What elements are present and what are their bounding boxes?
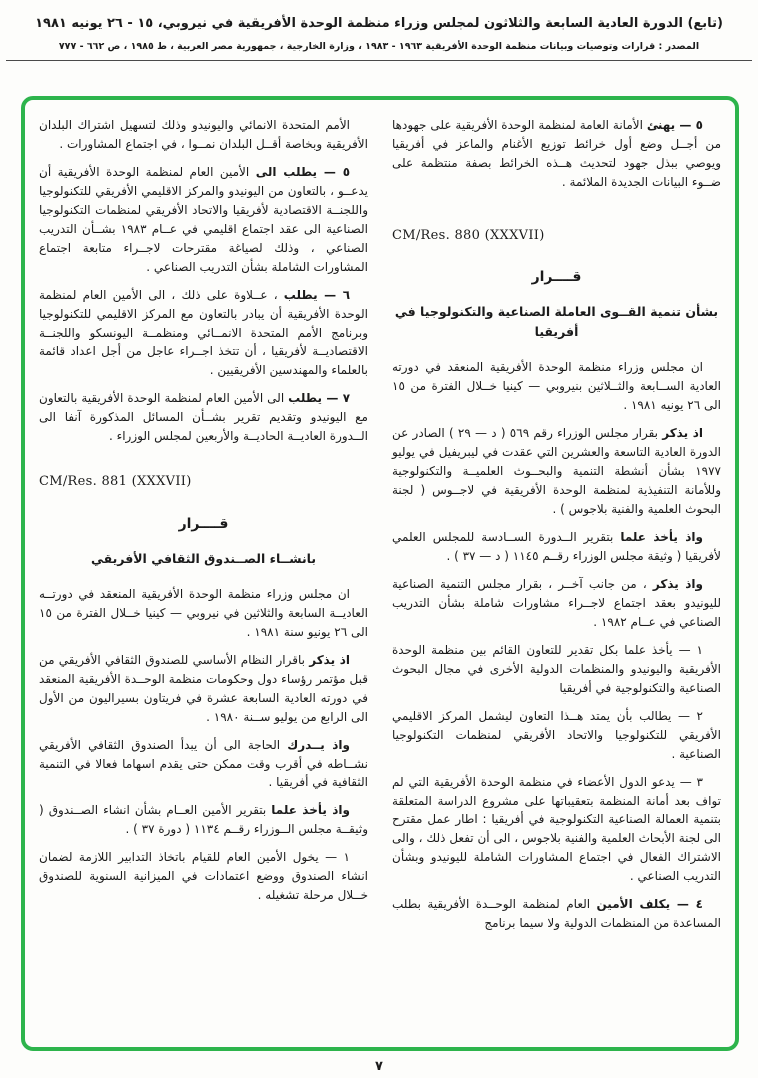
paragraph-lead: ٥ — يهنئ — [646, 118, 703, 132]
resolution-reference: CM/Res. 880 (XXXVII) — [392, 227, 545, 243]
paragraph — [39, 116, 368, 154]
resolution-reference: CM/Res. 881 (XXXVII) — [39, 474, 192, 490]
paragraph-lead: اذ يذكر — [662, 426, 703, 441]
paragraph-text: الأمين العام لمنظمة الوحدة الأفريقية أن يدعــو ، بالتعاون من اليونيدو والمركز الاقليمي الأفريقي للتكنولوجيا واللجنــة الاقتصادية لأفريقيا والاتحاد الأفريقي لمنظمات التكنولوجيا الصناعية الى عقد اجتماع اقليمي في عــام ١٩٨٣ بشــأن التدريب الصناعي ، وذلك لصياغة مقترحات لاجــراء متابعة اجتماع المشاورات الشاملة بشأن التدريب الصناعي . — [39, 164, 368, 274]
paragraph — [39, 389, 368, 446]
paragraph-text: العام لمنظمة الوحــدة الأفريقية بطلب المساعدة من المنظمات الدولية ولا سيما برنامج — [392, 897, 721, 931]
paragraph — [392, 895, 721, 933]
resolution-subtitle: بشأن تنمية القــوى العاملة الصناعية والتكنولوجيا في أفريقيا — [394, 304, 719, 340]
paragraph-text: الأمانة العامة لمنظمة الوحدة الأفريقية على جهودها من أجــل وضع أول خرائط توزيع الأغنام والماعز في أفريقيا ويوصي ببذل جهود لتحديث هــذه الخرائط بصفة منتظمة على ضــوء البيانات الجديدة الملائمة . — [392, 118, 721, 189]
paragraph-lead: اذ يذكر — [309, 652, 350, 667]
paragraph-text: الى الأمين العام لمنظمة الوحدة الأفريقية بالتعاون مع اليونيدو وتقديم تقرير بشــأن المسائل المذكورة آنفا الى الــدورة العاديــة الحاديــة والأربعين لمجلس الوزراء . — [39, 391, 368, 444]
resolution-subtitle: بانشــاء الصــندوق الثقافي الأفريقي — [90, 550, 317, 566]
paragraph — [392, 424, 721, 519]
paragraph-text: الأمم المتحدة الانمائي واليونيدو وذلك لتسهيل اشتراك البلدان الأفريقية وبخاصة أقــل البلدان نمــوا ، في اجتماع المشاورات . — [39, 118, 368, 151]
paragraph — [39, 286, 368, 381]
resolution-title: قــــرار — [178, 515, 229, 532]
paragraph-text: ، عــلاوة على ذلك ، الى الأمين العام لمنظمة الوحدة الأفريقية أن يبادر بالتعاون مع المركز الاقليمي للتكنولوجيا وبرنامج الأمم المتحدة الانمــائي ومنظمــة اليونسكو واللجنــة الاقتصاديــة لأفريقيا ، أن تتخذ اجــراء عاجل من أجل اعداد قائمة بالعلماء والمهندسين الأفريقيين . — [39, 287, 368, 378]
paragraph — [39, 848, 368, 905]
paragraph-text: ١ — يأخذ علما بكل تقدير للتعاون القائم بين منظمة الوحدة الأفريقية واليونيدو والمنظمات الدولية الأخرى في مجال البحوث الصناعية والتكنولوجية في أفريقيا — [392, 642, 721, 695]
paragraph-text: بتقرير الــدورة الســادسة للمجلس العلمي لأفريقيا ( وثيقة مجلس الوزراء رقــم ١١٤٥ ( د — ٣٧ ) . — [392, 530, 721, 564]
paragraph-lead: واذ يأخذ علما — [620, 530, 704, 545]
paragraph-text: ١ — يخول الأمين العام للقيام باتخاذ التدابير اللازمة لضمان انشاء الصندوق ووضع اعتمادات في الميزانية السنوية للصندوق خــلال مرحلة تشغيله . — [39, 850, 368, 903]
paragraph-lead: واذ يذكر — [652, 576, 703, 591]
header-title: (تابع) الدورة العادية السابعة والثلاثون لمجلس وزراء منظمة الوحدة الأفريقية في نيروبي، ١٥ - ٢٦ يونيه ١٩٨١ — [35, 16, 723, 31]
paragraph-text: الحاجة الى أن يبدأ الصندوق الثقافي الأفريقي نشــاطه في أقرب وقت ممكن حتى يقدم اسهاما فعالا في التنمية الثقافية في أفريقيا . — [39, 737, 368, 790]
header-source: المصدر : قرارات وتوصيات وبيانات منظمة الوحدة الأفريقية ١٩٦٣ - ١٩٨٣ ، وزارة الخارجية ، جمهورية مصر العربية ، ط ١٩٨٥ ، ص ٦٦٢ - ٧٧٧ — [58, 40, 700, 52]
paragraph-lead: ٥ — يطلب الى — [255, 164, 351, 179]
paragraph — [39, 651, 368, 727]
page-number: ٧ — [375, 1059, 383, 1074]
paragraph — [392, 575, 721, 632]
paragraph — [392, 707, 721, 764]
left-column — [39, 116, 368, 1035]
paragraph-text: ، من جانب آخــر ، بقرار مجلس التنمية الصناعية لليونيدو بعقد اجتماع لاجــراء مشاورات شاملة بشأن التدريب الصناعي في عــام ١٩٨٢ . — [392, 576, 721, 629]
paragraph-lead: واذ يأخذ علما — [271, 803, 350, 818]
page-header — [6, 0, 752, 61]
paragraph — [39, 585, 368, 642]
paragraph — [392, 773, 721, 887]
paragraph-text: بتقرير الأمين العــام بشأن انشاء الصــندوق ( وثيقــة مجلس الــوزراء رقــم ١١٣٤ ( دورة ٣٧ ) . — [39, 803, 368, 837]
paragraph-lead: ٦ — يطلب — [283, 287, 351, 302]
right-column — [392, 116, 721, 1035]
two-column-layout — [39, 116, 721, 1035]
paragraph — [39, 163, 368, 277]
paragraph-lead: ٤ — يكلف الأمين — [596, 897, 703, 912]
paragraph — [392, 116, 721, 192]
paragraph-lead: واذ يــدرك — [287, 737, 350, 752]
paragraph-text: بقرار مجلس الوزراء رقم ٥٦٩ ( د — ٢٩ ) الصادر عن الدورة العادية التاسعة والعشرين التي عقدت في ليبريفيل في يوليو ١٩٧٧ بشأن أنشطة التنمية والبحــوث العلميــة والتكنولوجية وللأمانة التنفيذية لمنظمة الوحدة الأفريقية في لاجــوس ( لجنة البحوث العلمية والفنية بلاجوس ) . — [392, 426, 721, 517]
paragraph-text: ان مجلس وزراء منظمة الوحدة الأفريقية المنعقد في دورته العادية الســابعة والثــلاثين بنيروبي — كينيا خــلال الفترة من ١٥ الى ٢٦ يونيه ١٩٨١ . — [392, 360, 721, 413]
paragraph-text: ٢ — يطالب بأن يمتد هــذا التعاون ليشمل المركز الاقليمي الأفريقي للتكنولوجيا والاتحاد الأفريقي لمنظمات التكنولوجيا الصناعية . — [392, 708, 721, 761]
content-frame — [21, 96, 739, 1051]
paragraph — [392, 641, 721, 698]
paragraph-text: ٣ — يدعو الدول الأعضاء في منظمة الوحدة الأفريقية التي لم تواف بعد أمانة المنظمة بتعقيباتها على مشروع الدراسة المتعلقة بتنمية العمالة الصناعية التكنولوجية في أفريقيا : اطار عمل مقترح الى لجنة الأبحاث العلمية والفنية بلاجوس ، الى أن تفعل ذلك ، والى الاشتراك الفعال في اجتماع المشاورات الشاملة لليونيدو وبشأن التدريب الصناعي . — [392, 774, 721, 884]
paragraph-text: ان مجلس وزراء منظمة الوحدة الأفريقية المنعقد في دورتــه العاديــة السابعة والثلاثين في نيروبي — كينيا خــلال الفترة من ١٥ الى ٢٦ يونيو سنة ١٩٨١ . — [39, 586, 368, 639]
paragraph — [392, 358, 721, 415]
paragraph-lead: ٧ — يطلب — [288, 391, 351, 406]
paragraph — [39, 801, 368, 839]
paragraph — [392, 528, 721, 566]
paragraph-text: باقرار النظام الأساسي للصندوق الثقافي الأفريقي من قبل مؤتمر رؤساء دول وحكومات منظمة الوحــدة الأفريقية المنعقد في دورته العادية السابعة عشرة في فريتاون بسيراليون من الأول الى الرابع من يوليو ســنة ١٩٨٠ . — [39, 652, 368, 724]
resolution-title: قــــرار — [531, 269, 582, 286]
paragraph — [39, 736, 368, 793]
